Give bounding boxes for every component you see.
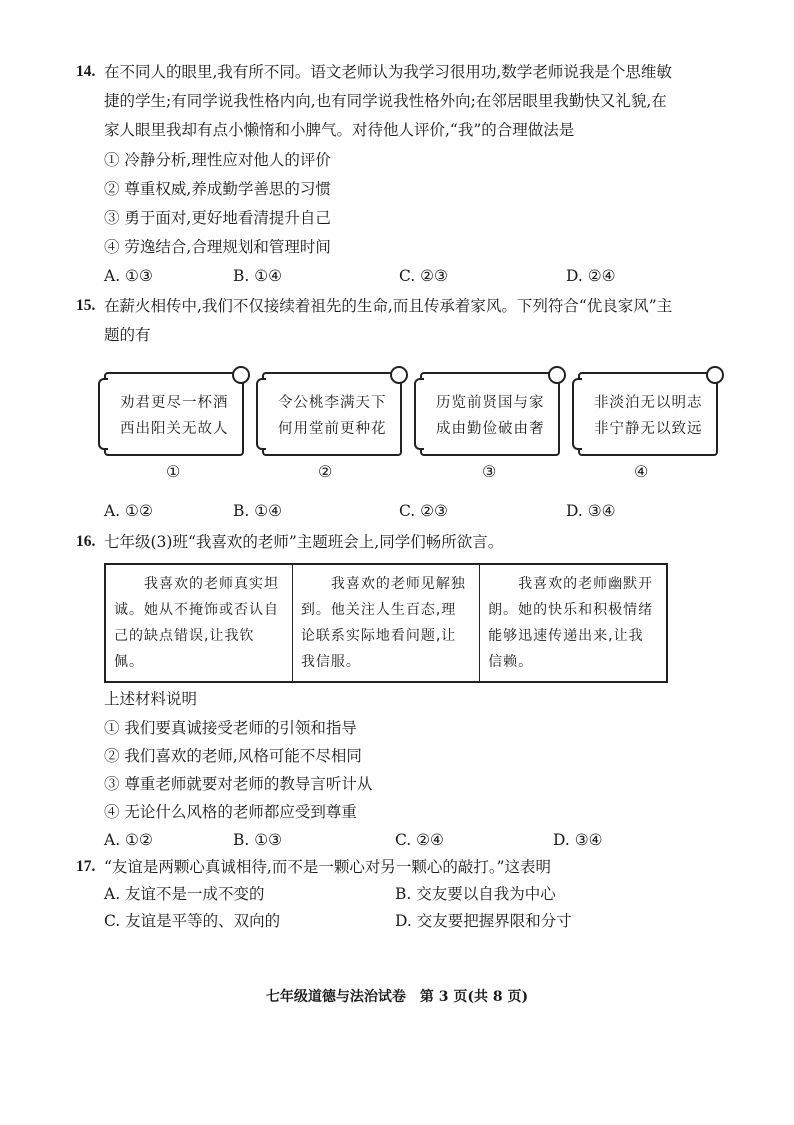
- scroll-label: ③: [482, 462, 497, 481]
- lead-text: 上述材料说明: [104, 690, 198, 708]
- scroll-line: 何用堂前更种花: [278, 421, 387, 437]
- scroll-line: 劝君更尽一杯酒: [120, 395, 229, 411]
- scroll-image-1: [104, 372, 244, 456]
- question-number: 14.: [76, 63, 96, 80]
- scroll-line: 成由勤俭破由奢: [436, 421, 545, 437]
- statement-item: ③ 勇于面对,更好地看清提升自己: [104, 209, 331, 227]
- scroll-image-2: [262, 372, 402, 456]
- material-cell: 我喜欢的老师见解独到。他关注人生百态,理论联系实际地看问题,让我信服。: [292, 564, 479, 682]
- option-b[interactable]: B. ①③: [233, 831, 283, 849]
- scroll-roll: [572, 378, 582, 450]
- question-number: 17.: [76, 858, 96, 875]
- scroll-label: ②: [318, 462, 333, 481]
- option-d[interactable]: D. ③④: [553, 831, 603, 849]
- material-cell: 我喜欢的老师幽默开朗。她的快乐和积极情绪能够迅速传递出来,让我信赖。: [480, 564, 667, 682]
- option-c[interactable]: C. 友谊是平等的、双向的: [104, 912, 281, 930]
- option-d[interactable]: D. 交友要把握界限和分寸: [395, 912, 572, 930]
- question-text-line: 题的有: [104, 326, 151, 344]
- option-a[interactable]: A. ①③: [104, 267, 153, 285]
- statement-item: ① 冷静分析,理性应对他人的评价: [104, 151, 331, 169]
- question-text-line: 在薪火相传中,我们不仅接续着祖先的生命,而且传承着家风。下列符合“优良家风”主: [104, 297, 673, 315]
- scroll-line: 历览前贤国与家: [436, 395, 545, 411]
- scroll-image-4: [578, 372, 718, 456]
- statement-item: ③ 尊重老师就要对老师的教导言听计从: [104, 775, 373, 793]
- material-cell: 我喜欢的老师真实坦诚。她从不掩饰或否认自己的缺点错误,让我钦佩。: [105, 564, 292, 682]
- question-text-line: 家人眼里我却有点小懒惰和小脾气。对待他人评价,“我”的合理做法是: [104, 121, 575, 139]
- scroll-roll: [548, 366, 566, 384]
- question-text-line: 捷的学生;有同学说我性格内向,也有同学说我性格外向;在邻居眼里我勤快又礼貌,在: [104, 92, 667, 110]
- scroll-line: 西出阳关无故人: [120, 421, 229, 437]
- material-table: [104, 563, 668, 683]
- scroll-label: ①: [166, 462, 181, 481]
- question-text-line: “友谊是两颗心真诚相待,而不是一颗心对另一颗心的敲打。”这表明: [104, 858, 552, 876]
- statement-item: ④ 劳逸结合,合理规划和管理时间: [104, 238, 331, 256]
- option-b[interactable]: B. 交友要以自我为中心: [395, 885, 556, 903]
- page-footer: 七年级道德与法治试卷 第 3 页(共 8 页): [265, 989, 529, 1005]
- question-number: 16.: [76, 533, 96, 550]
- option-c[interactable]: C. ②④: [395, 831, 444, 849]
- option-d[interactable]: D. ②④: [566, 267, 616, 285]
- scroll-roll: [414, 378, 424, 450]
- question-number: 15.: [76, 297, 96, 314]
- statement-item: ② 尊重权威,养成勤学善思的习惯: [104, 180, 331, 198]
- statement-item: ① 我们要真诚接受老师的引领和指导: [104, 719, 357, 737]
- scroll-line: 非宁静无以致远: [594, 421, 703, 437]
- question-text-line: 七年级(3)班“我喜欢的老师”主题班会上,同学们畅所欲言。: [104, 533, 504, 551]
- scroll-roll: [256, 378, 266, 450]
- option-a[interactable]: A. ①②: [104, 831, 153, 849]
- scroll-line: 令公桃李满天下: [278, 395, 387, 411]
- scroll-roll: [232, 366, 250, 384]
- scroll-roll: [706, 366, 724, 384]
- question-text-line: 在不同人的眼里,我有所不同。语文老师认为我学习很用功,数学老师说我是个思维敏: [104, 63, 672, 81]
- option-a[interactable]: A. 友谊不是一成不变的: [104, 885, 265, 903]
- statement-item: ② 我们喜欢的老师,风格可能不尽相同: [104, 747, 362, 765]
- option-c[interactable]: C. ②③: [399, 267, 448, 285]
- scroll-roll: [98, 378, 108, 450]
- scroll-label: ④: [634, 462, 649, 481]
- option-c[interactable]: C. ②③: [399, 502, 448, 520]
- option-a[interactable]: A. ①②: [104, 502, 153, 520]
- option-b[interactable]: B. ①④: [233, 267, 283, 285]
- option-d[interactable]: D. ③④: [566, 502, 616, 520]
- scroll-roll: [390, 366, 408, 384]
- scroll-image-3: [420, 372, 560, 456]
- scroll-line: 非淡泊无以明志: [594, 395, 703, 411]
- option-b[interactable]: B. ①④: [233, 502, 283, 520]
- statement-item: ④ 无论什么风格的老师都应受到尊重: [104, 803, 357, 821]
